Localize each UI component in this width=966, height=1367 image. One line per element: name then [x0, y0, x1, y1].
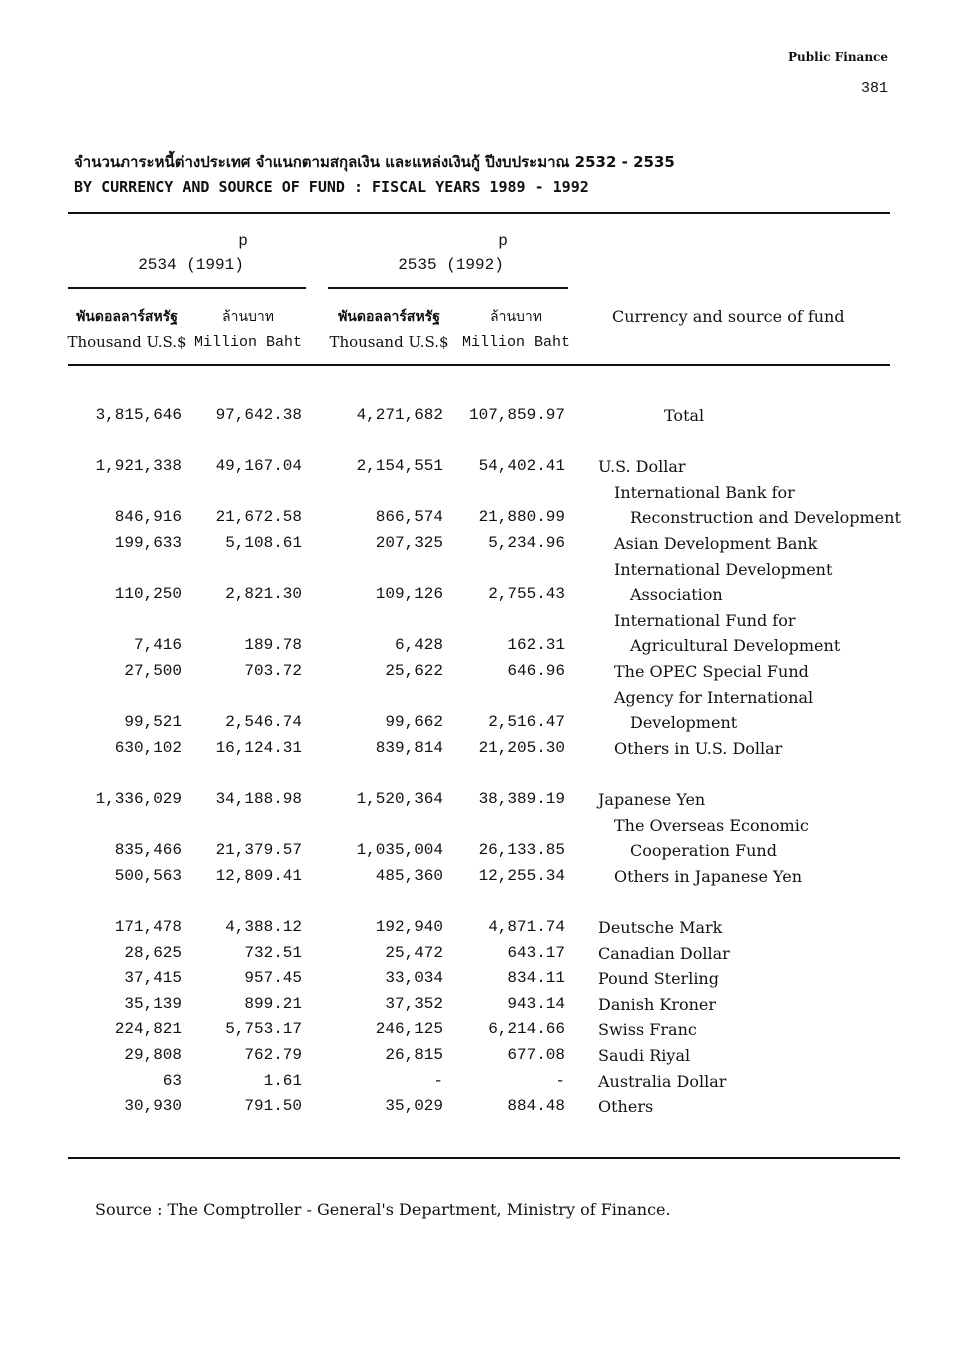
table-cell: -: [433, 1071, 443, 1090]
table-cell: 2,546.74: [225, 713, 302, 732]
table-cell: 224,821: [114, 1020, 182, 1039]
row-label: Deutsche Mark: [598, 918, 723, 937]
row-label: Swiss Franc: [598, 1020, 697, 1040]
row-label: U.S. Dollar: [598, 457, 686, 477]
table-cell: 107,859.97: [468, 406, 565, 424]
table-cell: 1.61: [263, 1071, 302, 1090]
table-cell: 2,516.47: [488, 713, 565, 732]
table-cell: 109,126: [375, 585, 443, 604]
table-cell: -: [555, 1071, 565, 1090]
table-cell: 28,625: [124, 943, 182, 962]
row-label: Danish Kroner: [598, 994, 717, 1014]
row-label: International Bank for: [614, 482, 795, 502]
section-header: Public Finance: [788, 50, 888, 64]
header-rule: [68, 364, 890, 366]
table-cell: 4,271,682: [356, 406, 443, 424]
table-cell: 35,139: [124, 994, 182, 1013]
table-cell: 2,821.30: [225, 585, 302, 604]
table-cell: 35,029: [385, 1097, 443, 1116]
table-cell: 884.48: [507, 1097, 565, 1116]
table-cell: 4,871.74: [488, 918, 565, 936]
table-cell: 162.31: [507, 636, 565, 655]
table-cell: 643.17: [507, 943, 565, 962]
table-cell: 171,478: [114, 918, 182, 936]
table-cell: 866,574: [375, 508, 443, 527]
table-cell: 4,388.12: [225, 918, 302, 936]
table-cell: 21,672.58: [215, 508, 302, 527]
table-cell: 26,815: [385, 1046, 443, 1064]
row-label: Others in U.S. Dollar: [614, 738, 783, 758]
table-cell: 5,234.96: [488, 534, 565, 552]
table-cell: 21,379.57: [215, 841, 302, 860]
table-cell: 899.21: [244, 994, 302, 1013]
year-label-1991: 2534 (1991): [138, 256, 244, 274]
table-cell: 29,808: [124, 1046, 182, 1064]
table-cell: 37,352: [385, 994, 443, 1013]
col-usd-en: Thousand U.S.$: [329, 333, 449, 351]
table-cell: 732.51: [244, 943, 302, 962]
table-cell: 1,520,364: [356, 790, 443, 808]
col-baht-th: ล้านบาท: [490, 309, 542, 325]
row-label: The Overseas Economic: [614, 815, 809, 835]
row-label: International Fund for: [614, 610, 796, 630]
row-label: Japanese Yen: [598, 790, 706, 809]
table-cell: 21,205.30: [478, 738, 565, 757]
row-label: The OPEC Special Fund: [614, 662, 809, 681]
table-cell: 26,133.85: [478, 841, 565, 860]
col-baht-1992: [456, 305, 576, 355]
table-cell: 199,633: [114, 534, 182, 552]
table-cell: 762.79: [244, 1046, 302, 1064]
table-cell: 500,563: [114, 866, 182, 885]
table-cell: 835,466: [114, 841, 182, 860]
col-baht-en: Million Baht: [461, 334, 571, 351]
table-cell: 1,921,338: [95, 457, 182, 476]
table-cell: 3,815,646: [95, 406, 182, 424]
table-cell: 12,809.41: [215, 866, 302, 885]
table-cell: 37,415: [124, 969, 182, 988]
table-cell: 677.08: [507, 1046, 565, 1064]
row-label: Others: [598, 1097, 654, 1117]
table-title-english: BY CURRENCY AND SOURCE OF FUND : FISCAL YEARS 1989 - 1992: [74, 178, 589, 196]
col-usd-th: พันดอลลาร์สหรัฐ: [338, 309, 440, 325]
table-cell: 30,930: [124, 1097, 182, 1116]
year-rule-1992: [328, 287, 568, 289]
table-cell: 54,402.41: [478, 457, 565, 476]
table-cell: 246,125: [375, 1020, 443, 1039]
table-cell: 27,500: [124, 662, 182, 680]
table-cell: 957.45: [244, 969, 302, 988]
table-cell: 703.72: [244, 662, 302, 680]
row-label: Australia Dollar: [598, 1071, 727, 1091]
table-cell: 110,250: [114, 585, 182, 604]
year-label-1992: 2535 (1992): [398, 256, 504, 274]
table-cell: 21,880.99: [478, 508, 565, 527]
table-cell: 2,154,551: [356, 457, 443, 476]
table-cell: 943.14: [507, 994, 565, 1013]
table-cell: 839,814: [375, 738, 443, 757]
year-rule-1991: [68, 287, 306, 289]
top-rule: [68, 212, 890, 214]
table-cell: 99,521: [124, 713, 182, 732]
col-description: Currency and source of fund: [612, 307, 845, 326]
row-label: Agricultural Development: [630, 636, 841, 656]
col-usd-1991: [62, 305, 192, 355]
table-cell: 97,642.38: [215, 406, 302, 424]
table-cell: 6,214.66: [488, 1020, 565, 1039]
year-mark-1991: p: [238, 232, 248, 250]
table-cell: 189.78: [244, 636, 302, 655]
table-cell: 63: [162, 1071, 182, 1090]
row-label: Total: [664, 406, 705, 425]
table-cell: 846,916: [114, 508, 182, 527]
col-baht-th: ล้านบาท: [222, 309, 274, 325]
table-cell: 99,662: [385, 713, 443, 732]
row-label: Pound Sterling: [598, 969, 719, 989]
row-label: Asian Development Bank: [614, 534, 818, 553]
table-cell: 25,622: [385, 662, 443, 680]
table-cell: 6,428: [394, 636, 443, 655]
col-baht-en: Million Baht: [193, 334, 303, 351]
table-cell: 192,940: [375, 918, 443, 936]
row-label: Agency for International: [614, 687, 814, 707]
page-number: 381: [860, 80, 888, 97]
row-label: Canadian Dollar: [598, 943, 730, 963]
table-cell: 2,755.43: [488, 585, 565, 604]
table-cell: 38,389.19: [478, 790, 565, 808]
table-cell: 646.96: [507, 662, 565, 680]
row-label: Reconstruction and Development: [630, 508, 901, 528]
table-cell: 25,472: [385, 943, 443, 962]
table-cell: 12,255.34: [478, 866, 565, 885]
table-cell: 16,124.31: [215, 738, 302, 757]
row-label: Cooperation Fund: [630, 841, 777, 861]
col-usd-en: Thousand U.S.$: [67, 333, 187, 351]
table-cell: 834.11: [507, 969, 565, 988]
table-cell: 1,336,029: [95, 790, 182, 808]
row-label: International Development: [614, 559, 833, 579]
source-note: Source : The Comptroller - General's Department, Ministry of Finance.: [95, 1200, 671, 1219]
row-label: Association: [630, 585, 723, 605]
row-label: Others in Japanese Yen: [614, 866, 802, 886]
row-label: Development: [630, 713, 738, 733]
table-cell: 7,416: [133, 636, 182, 655]
table-cell: 49,167.04: [215, 457, 302, 476]
col-baht-1991: [192, 305, 304, 355]
table-cell: 5,108.61: [225, 534, 302, 552]
year-mark-1992: p: [498, 232, 508, 250]
table-cell: 207,325: [375, 534, 443, 552]
table-cell: 5,753.17: [225, 1020, 302, 1039]
col-usd-1992: [324, 305, 454, 355]
table-cell: 791.50: [244, 1097, 302, 1116]
table-cell: 485,360: [375, 866, 443, 885]
table-cell: 630,102: [114, 738, 182, 757]
bottom-rule: [68, 1157, 900, 1159]
table-cell: 1,035,004: [356, 841, 443, 860]
table-title-thai: จำนวนภาระหนี้ต่างประเทศ จำแนกตามสกุลเงิน และแหล่งเงินกู้ ปีงบประมาณ 2532 - 2535: [74, 153, 675, 171]
col-usd-th: พันดอลลาร์สหรัฐ: [76, 309, 178, 325]
table-cell: 33,034: [385, 969, 443, 988]
row-label: Saudi Riyal: [598, 1046, 691, 1065]
table-cell: 34,188.98: [215, 790, 302, 808]
